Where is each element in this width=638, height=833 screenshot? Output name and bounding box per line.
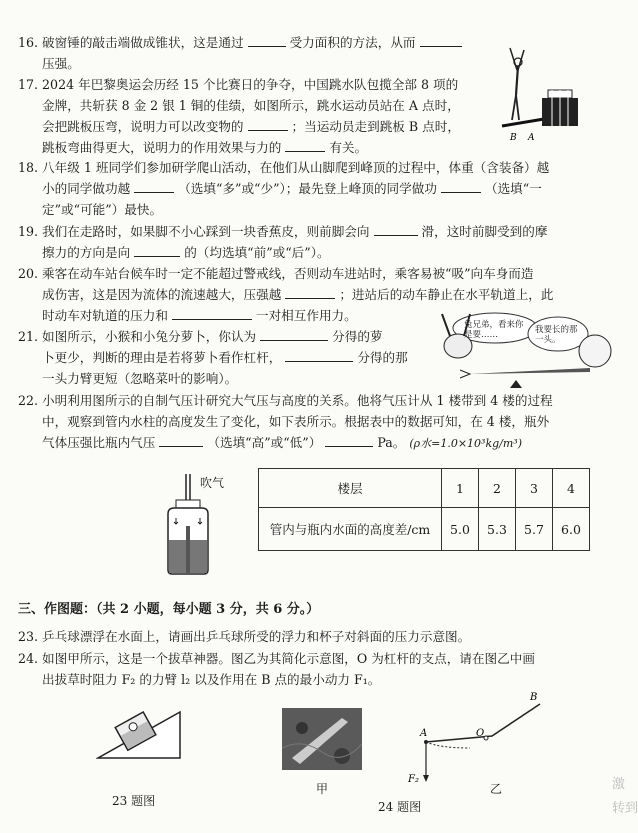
question-17 (18, 74, 493, 158)
question-text: 气体压强比瓶内气压 (42, 435, 156, 450)
question-text: 中，观察到管内水柱的高度发生了变化，如下表所示。根据表中的数据可知，在 4 楼，瓶外 (42, 414, 550, 429)
answer-blank[interactable] (159, 432, 203, 447)
question-number: 21. (18, 329, 39, 344)
question-text: 擦力的方向是向 (42, 245, 131, 260)
question-text: 小明利用图所示的自制气压计研究大气压与高度的关系。他将气压计从 1 楼带到 4 楼的过程 (42, 393, 553, 408)
weed-puller-photo (282, 708, 362, 770)
question-22 (18, 390, 608, 454)
question-23 (18, 626, 608, 647)
question-text: 成伤害，这是因为流体的流速越大，压强越 (42, 287, 282, 302)
question-text: 如图甲所示，这是一个拔草神器。图乙为其简化示意图，O 为杠杆的支点，请在图乙中画 (42, 651, 535, 666)
question-text: 时动车对轨道的压力和 (42, 308, 168, 323)
figure-23-caption: 23 题图 (112, 794, 156, 808)
table-cell: 2 (479, 469, 516, 508)
table-cell: 3 (516, 469, 553, 508)
monkey-rabbit-figure (420, 306, 620, 388)
question-text: 如图所示，小猴和小兔分萝卜，你认为 (42, 329, 257, 344)
question-text: 滑，这时前脚受到的摩 (421, 224, 548, 239)
question-text: 小的同学做功越 (42, 181, 131, 196)
question-text: 八年级 1 班同学们参加研学爬山活动，在他们从山脚爬到峰顶的过程中，体重（含装备）越 (42, 160, 550, 175)
point-b-label: B (510, 133, 517, 143)
point-a-label: A (420, 728, 428, 739)
question-24 (18, 648, 608, 690)
diving-figure (492, 40, 582, 148)
incline-cup-figure (96, 702, 186, 762)
answer-blank[interactable] (248, 32, 286, 47)
question-text: 破窗锤的敲击端做成锥状，这是通过 (42, 35, 244, 50)
question-text: 压强。 (42, 56, 80, 71)
question-text: 有关。 (329, 140, 368, 155)
question-text: ；进站后的动车静止在水平轨道上，此 (339, 287, 554, 302)
watermark-text: 转到 (612, 801, 638, 816)
answer-blank[interactable] (374, 221, 418, 236)
answer-blank[interactable] (325, 432, 373, 447)
table-header: 管内与瓶内水面的高度差/cm (259, 508, 442, 551)
force-f2-label: F₂ (408, 774, 419, 785)
answer-blank[interactable] (260, 326, 328, 341)
question-text: 金牌，共斩获 8 金 2 银 1 铜的佳绩，如图所示，跳水运动员站在 A 点时， (42, 98, 460, 113)
speech-bubble-left: 兔兄弟，看来你是要…… (464, 320, 524, 340)
table-cell: 5.7 (516, 508, 553, 551)
lever-diagram (400, 690, 560, 790)
question-text: 卜更少，判断的理由是若将萝卜看作杠杆， (42, 350, 282, 365)
answer-blank[interactable] (285, 347, 353, 362)
question-text: Pa。 (377, 435, 406, 450)
figure-jia-caption: 甲 (316, 782, 329, 796)
table-cell: 1 (442, 469, 479, 508)
table-cell: 4 (553, 469, 590, 508)
question-number: 19. (18, 224, 39, 239)
question-19 (18, 221, 608, 263)
question-text: 我们在走路时，如果脚不小心踩到一块香蕉皮，则前脚会向 (42, 224, 370, 239)
question-number: 17. (18, 77, 39, 92)
barometer-figure (160, 470, 250, 580)
table-cell: 6.0 (553, 508, 590, 551)
answer-blank[interactable] (248, 116, 288, 131)
question-number: 24. (18, 651, 39, 666)
question-number: 22. (18, 393, 39, 408)
figure-yi-caption: 乙 (490, 782, 503, 796)
question-text: 一对相互作用力。 (255, 308, 357, 323)
question-text: 一头力臂更短（忽略菜叶的影响）。 (42, 371, 238, 386)
question-number: 23. (18, 629, 39, 644)
density-note: (ρ水=1.0×10³kg/m³) (409, 437, 522, 450)
question-text: （选填“多”或“少”）；最先登上峰顶的同学做功 (178, 181, 437, 196)
question-text: 受力面积的方法，从而 (289, 35, 416, 50)
answer-blank[interactable] (441, 178, 481, 193)
question-text: 出拔草时阻力 F₂ 的力臂 l₂ 以及作用在 B 点的最小动力 F₁。 (42, 672, 381, 687)
question-text: （选填“高”或“低”） (207, 435, 322, 450)
point-b-label: B (530, 692, 538, 703)
question-text: 2024 年巴黎奥运会历经 15 个比赛日的争夺，中国跳水队包揽全部 8 项的 (42, 77, 459, 92)
question-text: （选填“一 (484, 181, 542, 196)
question-text: 定”或“可能”）最快。 (42, 202, 163, 217)
question-text: 跳板弯曲得更大，说明力的作用效果与力的 (42, 140, 282, 155)
answer-blank[interactable] (420, 32, 462, 47)
question-text: 的（均选填“前”或“后”）。 (184, 245, 330, 260)
blow-label: 吹气 (200, 476, 225, 490)
question-number: 18. (18, 160, 39, 175)
question-text: 乘客在动车站台候车时一定不能超过警戒线，否则动车进站时，乘客易被“吸”向车身而造 (42, 266, 534, 281)
question-21 (18, 326, 448, 389)
table-header: 楼层 (259, 469, 442, 508)
question-text: ；当运动员走到跳板 B 点时， (291, 119, 460, 134)
question-18 (18, 157, 608, 220)
figure-24-caption: 24 题图 (378, 800, 422, 814)
answer-blank[interactable] (285, 284, 335, 299)
watermark-text: 激 (612, 777, 626, 792)
question-text: 分得的萝 (332, 329, 383, 344)
question-number: 16. (18, 35, 39, 50)
question-text: 会把跳板压弯，说明力可以改变物的 (42, 119, 244, 134)
pivot-o-label: O (476, 728, 485, 739)
question-number: 20. (18, 266, 39, 281)
height-table (258, 468, 590, 551)
table-row (259, 469, 590, 508)
question-text: 分得的那 (357, 350, 408, 365)
table-cell: 5.0 (442, 508, 479, 551)
table-row (259, 508, 590, 551)
answer-blank[interactable] (134, 178, 174, 193)
answer-blank[interactable] (285, 137, 325, 152)
answer-blank[interactable] (134, 242, 180, 257)
table-cell: 5.3 (479, 508, 516, 551)
speech-bubble-right: 我要长的那一头。 (535, 325, 578, 345)
answer-blank[interactable] (172, 305, 252, 320)
point-a-label: A (528, 133, 535, 143)
section-heading: 三、作图题：（共 2 小题，每小题 3 分，共 6 分。） (18, 602, 320, 617)
question-text: 乒乓球漂浮在水面上，请画出乒乓球所受的浮力和杯子对斜面的压力示意图。 (42, 629, 471, 644)
